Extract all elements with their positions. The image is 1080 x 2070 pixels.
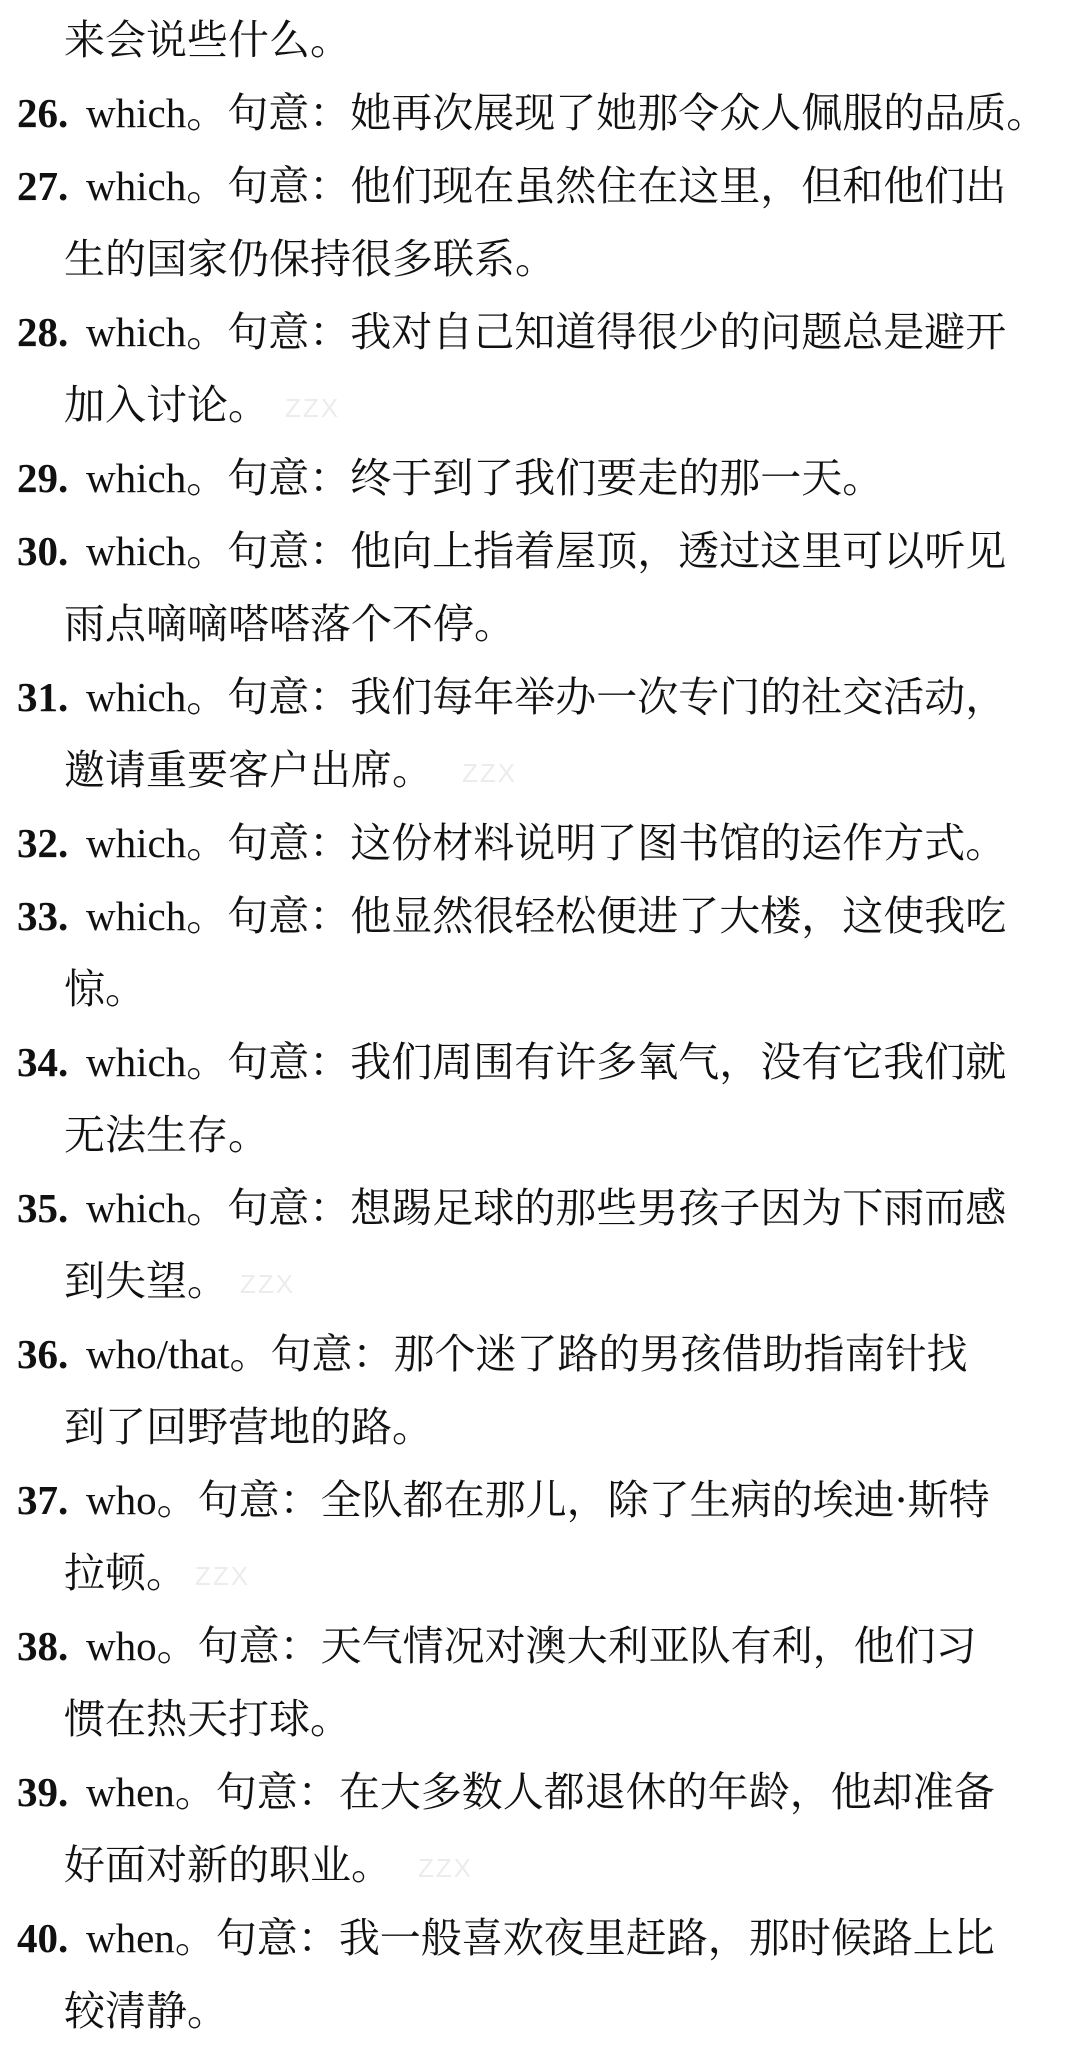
translation-continued: 好面对新的职业。: [64, 1841, 392, 1889]
item-text: [86, 296, 1060, 369]
item-number: 33.: [17, 893, 69, 939]
translation: 在大多数人都退休的年龄，他却准备: [338, 1768, 995, 1816]
meaning-label: 。句意：: [156, 1476, 321, 1524]
translation-continued: 无法生存。: [64, 1111, 269, 1159]
item-number: 27.: [17, 163, 69, 209]
item-number: 31.: [17, 674, 69, 720]
translation: 他们现在虽然住在这里，但和他们出: [350, 162, 1007, 210]
translation-continued: 生的国家仍保持很多联系。: [64, 235, 556, 283]
answer-item-27: [0, 150, 1080, 223]
item-number: 28.: [17, 309, 69, 355]
item-text: [86, 1318, 1060, 1391]
translation-continued: 较清静。: [64, 1987, 228, 2035]
translation: 这份材料说明了图书馆的运作方式。: [350, 819, 1007, 867]
answer-item-31: [0, 661, 1080, 734]
answer-word: which: [86, 893, 187, 939]
meaning-label: 。句意：: [186, 1184, 351, 1232]
translation: 我们周围有许多氧气，没有它我们就: [350, 1038, 1007, 1086]
meaning-label: 。句意：: [156, 1622, 321, 1670]
lead-continuation-line: [0, 4, 1080, 77]
answer-item-39-continued: [0, 1829, 1080, 1902]
watermark: ZZX: [462, 758, 518, 788]
answer-item-34: [0, 1026, 1080, 1099]
answer-item-29: [0, 442, 1080, 515]
item-number: 37.: [17, 1477, 69, 1523]
answer-word: which: [86, 528, 187, 574]
item-number: 36.: [17, 1331, 69, 1377]
item-text: [86, 1756, 1060, 1829]
answer-item-31-continued: [0, 734, 1080, 807]
answer-item-35: [0, 1172, 1080, 1245]
answer-item-30-continued: [0, 588, 1080, 661]
translation-continued: 惊。: [64, 965, 146, 1013]
translation-continued: 雨点嘀嘀嗒嗒落个不停。: [64, 600, 515, 648]
answer-item-28: [0, 296, 1080, 369]
item-number: 40.: [17, 1915, 69, 1961]
answer-word: which: [86, 455, 187, 501]
answer-item-38: [0, 1610, 1080, 1683]
meaning-label: 。句意：: [186, 89, 351, 137]
answer-item-26: [0, 77, 1080, 150]
translation: 终于到了我们要走的那一天。: [350, 454, 884, 502]
meaning-label: 。句意：: [174, 1768, 339, 1816]
item-text: [86, 515, 1060, 588]
item-text: [86, 1026, 1060, 1099]
item-text: [86, 1610, 1060, 1683]
item-text: [86, 150, 1060, 223]
lead-text: 来会说些什么。: [64, 16, 351, 64]
answer-word: which: [86, 1039, 187, 1085]
translation: 我一般喜欢夜里赶路，那时候路上比: [338, 1914, 995, 1962]
answer-item-33: [0, 880, 1080, 953]
meaning-label: 。句意：: [186, 162, 351, 210]
item-text: [86, 1902, 1060, 1975]
item-text: [86, 77, 1060, 150]
item-text: [86, 1464, 1060, 1537]
meaning-label: 。句意：: [186, 527, 351, 575]
answer-item-35-continued: [0, 1245, 1080, 1318]
translation: 天气情况对澳大利亚队有利，他们习: [320, 1622, 977, 1670]
answer-item-30: [0, 515, 1080, 588]
translation-continued: 拉顿。: [64, 1549, 187, 1597]
translation: 他显然很轻松便进了大楼，这使我吃: [350, 892, 1007, 940]
answer-word: which: [86, 90, 187, 136]
meaning-label: 。句意：: [186, 673, 351, 721]
answer-item-33-continued: [0, 953, 1080, 1026]
answer-word: when: [86, 1769, 175, 1815]
translation: 她再次展现了她那令众人佩服的品质。: [350, 89, 1048, 137]
item-number: 26.: [17, 90, 69, 136]
translation-continued: 到失望。: [64, 1257, 228, 1305]
translation-continued: 惯在热天打球。: [64, 1695, 351, 1743]
answer-item-36: [0, 1318, 1080, 1391]
watermark: ZZX: [195, 1561, 251, 1591]
item-number: 32.: [17, 820, 69, 866]
item-text: [86, 661, 1060, 734]
translation: 他向上指着屋顶，透过这里可以听见: [350, 527, 1007, 575]
translation: 那个迷了路的男孩借助指南针找: [393, 1330, 968, 1378]
watermark: ZZX: [285, 393, 341, 423]
item-number: 29.: [17, 455, 69, 501]
translation-continued: 邀请重要客户出席。: [64, 746, 433, 794]
item-number: 35.: [17, 1185, 69, 1231]
answer-item-39: [0, 1756, 1080, 1829]
watermark: ZZX: [240, 1269, 296, 1299]
translation: 全队都在那儿，除了生病的埃迪·斯特: [320, 1476, 990, 1524]
watermark: ZZX: [418, 1853, 474, 1883]
meaning-label: 。句意：: [186, 1038, 351, 1086]
item-text: [86, 442, 1060, 515]
translation: 想踢足球的那些男孩子因为下雨而感: [350, 1184, 1007, 1232]
meaning-label: 。句意：: [186, 892, 351, 940]
meaning-label: 。句意：: [229, 1330, 394, 1378]
translation-continued: 到了回野营地的路。: [64, 1403, 433, 1451]
item-number: 30.: [17, 528, 69, 574]
translation: 我们每年举办一次专门的社交活动，: [350, 673, 1007, 721]
answer-item-32: [0, 807, 1080, 880]
item-number: 38.: [17, 1623, 69, 1669]
answer-item-40: [0, 1902, 1080, 1975]
item-text: [86, 880, 1060, 953]
answer-item-40-continued: [0, 1975, 1080, 2048]
answer-word: when: [86, 1915, 175, 1961]
answer-word: which: [86, 309, 187, 355]
answer-word: who: [86, 1623, 157, 1669]
item-number: 34.: [17, 1039, 69, 1085]
answer-item-27-continued: [0, 223, 1080, 296]
meaning-label: 。句意：: [186, 819, 351, 867]
meaning-label: 。句意：: [174, 1914, 339, 1962]
answer-item-28-continued: [0, 369, 1080, 442]
item-text: [86, 1172, 1060, 1245]
answer-item-38-continued: [0, 1683, 1080, 1756]
answer-item-37-continued: [0, 1537, 1080, 1610]
meaning-label: 。句意：: [186, 454, 351, 502]
answer-word: who/that: [86, 1331, 230, 1377]
answer-word: who: [86, 1477, 157, 1523]
answer-word: which: [86, 674, 187, 720]
item-text: [86, 807, 1060, 880]
answer-word: which: [86, 1185, 187, 1231]
translation-continued: 加入讨论。: [64, 381, 269, 429]
meaning-label: 。句意：: [186, 308, 351, 356]
answer-item-34-continued: [0, 1099, 1080, 1172]
answer-item-36-continued: [0, 1391, 1080, 1464]
answer-item-37: [0, 1464, 1080, 1537]
item-number: 39.: [17, 1769, 69, 1815]
answer-word: which: [86, 820, 187, 866]
answer-word: which: [86, 163, 187, 209]
translation: 我对自己知道得很少的问题总是避开: [350, 308, 1007, 356]
